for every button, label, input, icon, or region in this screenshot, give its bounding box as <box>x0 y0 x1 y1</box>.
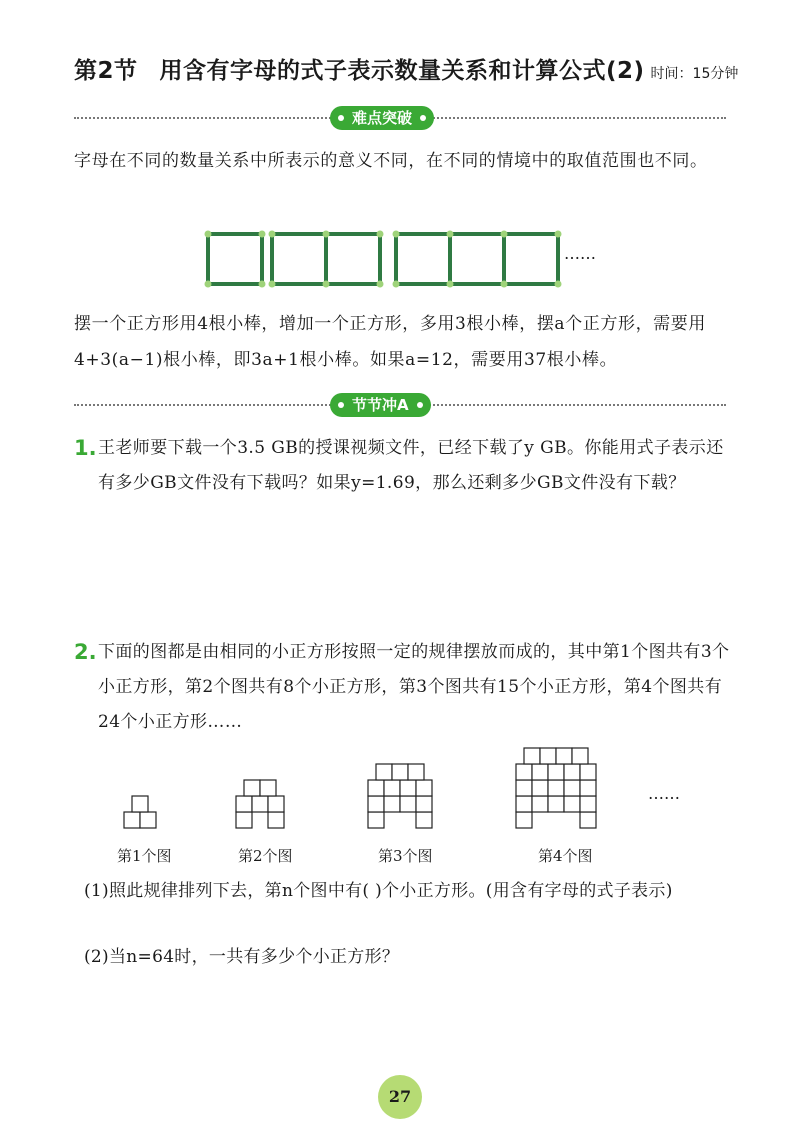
figure-ellipsis: …… <box>564 244 596 263</box>
figure-3-label: 第3个图 <box>378 847 433 865</box>
small-square <box>416 796 432 812</box>
small-square <box>244 780 260 796</box>
small-square <box>376 764 392 780</box>
pattern-ellipsis: …… <box>648 784 680 803</box>
small-square <box>516 764 532 780</box>
difficulty-divider <box>74 106 726 130</box>
small-square <box>400 780 416 796</box>
small-square <box>400 796 416 812</box>
small-square <box>140 812 156 828</box>
small-square <box>252 796 268 812</box>
small-square <box>368 780 384 796</box>
figure-2-label: 第2个图 <box>238 847 293 865</box>
practice-badge: 节节冲A <box>330 393 431 417</box>
small-square <box>368 812 384 828</box>
small-square <box>532 764 548 780</box>
small-square <box>564 764 580 780</box>
small-square <box>132 796 148 812</box>
small-square <box>268 796 284 812</box>
small-square <box>516 780 532 796</box>
small-square <box>516 812 532 828</box>
small-square <box>416 780 432 796</box>
question-1-text: 王老师要下载一个3.5 GB的授课视频文件，已经下载了y GB。你能用式子表示还有多少GB文件没有下载吗？如果y=1.69，那么还剩多少GB文件没有下载？ <box>98 438 724 493</box>
question-1-number: 1. <box>74 436 97 460</box>
figure-4-label: 第4个图 <box>538 847 593 865</box>
practice-divider <box>74 393 726 417</box>
question-2-part-2: (2)当n=64时，一共有多少个小正方形？ <box>84 947 400 967</box>
small-square <box>556 748 572 764</box>
small-square <box>516 796 532 812</box>
page-title: 用含有字母的式子表示数量关系和计算公式(2) <box>159 58 645 84</box>
small-square <box>548 764 564 780</box>
small-square <box>580 812 596 828</box>
small-square <box>532 780 548 796</box>
square-pattern-figures <box>0 730 800 840</box>
small-square <box>268 812 284 828</box>
matchstick-squares-figure <box>200 226 620 292</box>
time-limit: 时间：15分钟 <box>650 66 739 82</box>
difficulty-intro: 字母在不同的数量关系中所表示的意义不同，在不同的情境中的取值范围也不同。 <box>74 151 708 171</box>
small-square <box>408 764 424 780</box>
small-square <box>236 812 252 828</box>
small-square <box>564 796 580 812</box>
section-header <box>74 52 764 92</box>
small-square <box>580 796 596 812</box>
small-square <box>580 764 596 780</box>
question-2-text: 下面的图都是由相同的小正方形按照一定的规律摆放而成的，其中第1个图共有3个小正方形，第2个图共有8个小正方形，第3个图共有15个小正方形，第4个图共有24个小正方形…… <box>98 642 730 732</box>
small-square <box>416 812 432 828</box>
small-square <box>384 796 400 812</box>
small-square <box>540 748 556 764</box>
small-square <box>368 796 384 812</box>
page-number-badge: 27 <box>378 1075 422 1119</box>
question-2-number: 2. <box>74 640 97 664</box>
small-square <box>564 780 580 796</box>
question-2-part-1: (1)照此规律排列下去，第n个图中有( )个小正方形。(用含有字母的式子表示) <box>84 881 673 901</box>
small-square <box>260 780 276 796</box>
difficulty-badge: 难点突破 <box>330 106 434 130</box>
small-square <box>384 780 400 796</box>
small-square <box>392 764 408 780</box>
small-square <box>548 796 564 812</box>
figure-1-label: 第1个图 <box>117 847 172 865</box>
small-square <box>580 780 596 796</box>
small-square <box>124 812 140 828</box>
small-square <box>572 748 588 764</box>
small-square <box>532 796 548 812</box>
section-number: 第2节 <box>74 58 138 84</box>
difficulty-explanation: 摆一个正方形用4根小棒，增加一个正方形，多用3根小棒，摆a个正方形，需要用4+3(a−1)根小棒，即3a+1根小棒。如果a=12，需要用37根小棒。 <box>74 314 706 370</box>
small-square <box>548 780 564 796</box>
small-square <box>236 796 252 812</box>
small-square <box>524 748 540 764</box>
